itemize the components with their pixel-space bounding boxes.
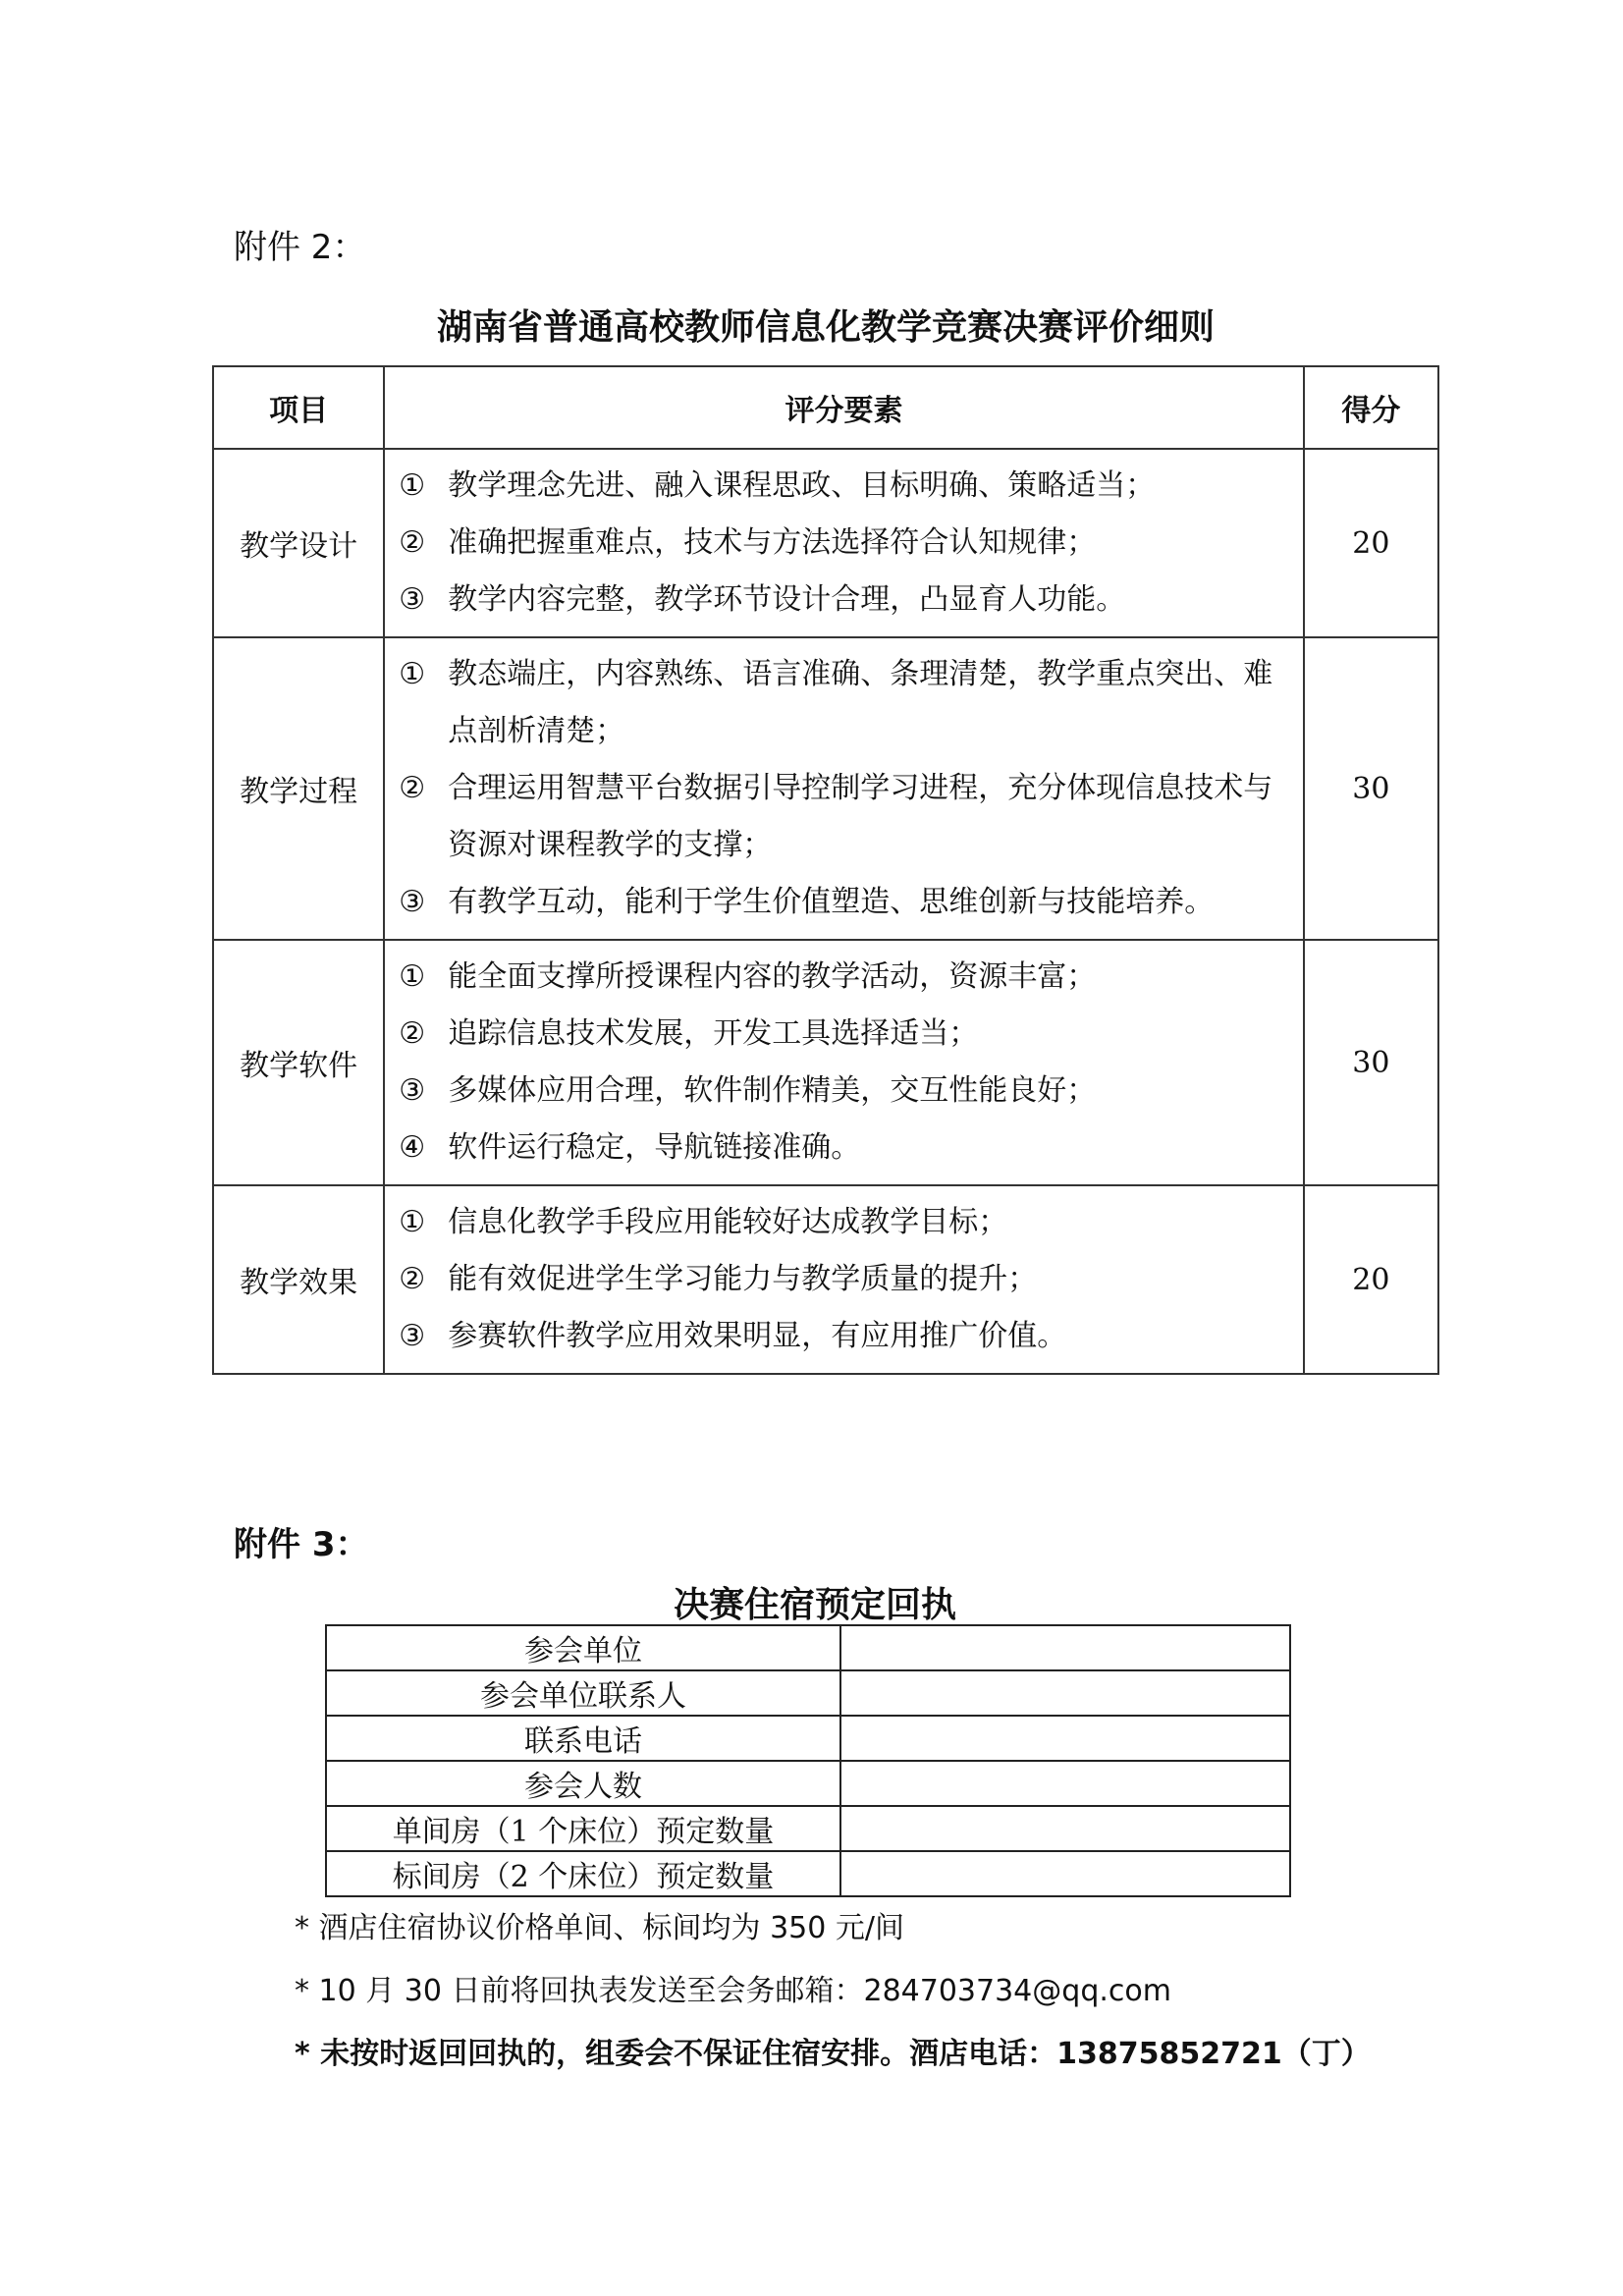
rubric-score: 30: [1304, 940, 1438, 1185]
field-value[interactable]: [840, 1716, 1290, 1761]
list-item-text: 多媒体应用合理，软件制作精美，交互性能良好；: [448, 1073, 1097, 1108]
rubric-header-row: [213, 366, 1438, 449]
field-label: 联系电话: [326, 1716, 840, 1761]
list-item: [399, 949, 1293, 1006]
rubric-elements: [384, 940, 1304, 1185]
rubric-item: 教学设计: [213, 449, 384, 637]
elements-list: [385, 941, 1303, 1184]
rubric-body: [213, 449, 1438, 1374]
header-item: 项目: [213, 366, 384, 449]
list-item: [399, 572, 1293, 629]
rubric-elements: [384, 637, 1304, 940]
rubric-table: [212, 365, 1439, 1375]
list-item-text: 追踪信息技术发展，开发工具选择适当；: [448, 1016, 979, 1051]
rubric-score: 30: [1304, 637, 1438, 940]
rubric-title: 湖南省普通高校教师信息化教学竞赛决赛评价细则: [436, 307, 1215, 348]
list-item: [399, 515, 1293, 572]
rubric-row: [213, 940, 1438, 1185]
list-item-number: ①: [399, 959, 426, 994]
list-item-text: 有教学互动，能利于学生价值塑造、思维创新与技能培养。: [448, 885, 1215, 919]
field-value[interactable]: [840, 1670, 1290, 1716]
annex-2-label: 附件 2：: [234, 228, 366, 267]
list-item-number: ②: [399, 771, 426, 805]
list-item-number: ③: [399, 885, 426, 919]
list-item-text: 合理运用智慧平台数据引导控制学习进程，充分体现信息技术与资源对课程教学的支撑；: [448, 771, 1273, 862]
list-item-text: 参赛软件教学应用效果明显，有应用推广价值。: [448, 1319, 1067, 1353]
table-row: [326, 1806, 1290, 1851]
rubric-elements: [384, 449, 1304, 637]
note-line: * 10 月 30 日前将回执表发送至会务邮箱：284703734@qq.com: [295, 1974, 1171, 2008]
list-item: [399, 1194, 1293, 1251]
hotel-form-title: 决赛住宿预定回执: [673, 1585, 956, 1625]
note-line: * 未按时返回回执的，组委会不保证住宿安排。酒店电话：13875852721（丁）: [295, 2037, 1371, 2071]
list-item: [399, 1251, 1293, 1308]
list-item: [399, 1006, 1293, 1063]
rubric-row: [213, 1185, 1438, 1374]
list-item-text: 软件运行稳定，导航链接准确。: [448, 1130, 861, 1165]
list-item-number: ①: [399, 657, 426, 691]
rubric-item: 教学软件: [213, 940, 384, 1185]
rubric-score: 20: [1304, 449, 1438, 637]
list-item-text: 能有效促进学生学习能力与教学质量的提升；: [448, 1262, 1038, 1296]
table-row: [326, 1761, 1290, 1806]
hotel-body: [326, 1625, 1290, 1896]
hotel-booking-table: [325, 1624, 1291, 1897]
field-value[interactable]: [840, 1761, 1290, 1806]
field-label: 单间房（1 个床位）预定数量: [326, 1806, 840, 1851]
list-item-text: 教学理念先进、融入课程思政、目标明确、策略适当；: [448, 468, 1156, 503]
field-value[interactable]: [840, 1806, 1290, 1851]
list-item: [399, 1120, 1293, 1176]
list-item-number: ②: [399, 525, 426, 560]
list-item: [399, 646, 1293, 760]
table-row: [326, 1625, 1290, 1670]
table-row: [326, 1716, 1290, 1761]
field-value[interactable]: [840, 1851, 1290, 1896]
rubric-item: 教学效果: [213, 1185, 384, 1374]
field-label: 标间房（2 个床位）预定数量: [326, 1851, 840, 1896]
notes: [295, 1905, 1371, 2094]
rubric-elements: [384, 1185, 1304, 1374]
header-elements: 评分要素: [384, 366, 1304, 449]
list-item-number: ①: [399, 468, 426, 503]
list-item-number: ②: [399, 1016, 426, 1051]
field-value[interactable]: [840, 1625, 1290, 1670]
list-item: [399, 458, 1293, 515]
elements-list: [385, 638, 1303, 939]
list-item: [399, 1308, 1293, 1365]
list-item-number: ③: [399, 582, 426, 617]
list-item: [399, 1063, 1293, 1120]
note-line: * 酒店住宿协议价格单间、标间均为 350 元/间: [295, 1911, 904, 1945]
field-label: 参会单位: [326, 1625, 840, 1670]
list-item-number: ①: [399, 1205, 426, 1239]
rubric-score: 20: [1304, 1185, 1438, 1374]
rubric-row: [213, 449, 1438, 637]
list-item-text: 能全面支撑所授课程内容的教学活动，资源丰富；: [448, 959, 1097, 994]
list-item-text: 教学内容完整，教学环节设计合理，凸显育人功能。: [448, 582, 1126, 617]
annex-3-label: 附件 3：: [234, 1525, 369, 1564]
list-item-number: ②: [399, 1262, 426, 1296]
table-row: [326, 1851, 1290, 1896]
table-row: [326, 1670, 1290, 1716]
field-label: 参会人数: [326, 1761, 840, 1806]
list-item-text: 信息化教学手段应用能较好达成教学目标；: [448, 1205, 1008, 1239]
list-item: [399, 760, 1293, 874]
list-item-number: ③: [399, 1073, 426, 1108]
field-label: 参会单位联系人: [326, 1670, 840, 1716]
elements-list: [385, 1186, 1303, 1373]
list-item-text: 教态端庄，内容熟练、语言准确、条理清楚，教学重点突出、难点剖析清楚；: [448, 657, 1273, 748]
header-score: 得分: [1304, 366, 1438, 449]
list-item: [399, 874, 1293, 931]
elements-list: [385, 450, 1303, 636]
rubric-item: 教学过程: [213, 637, 384, 940]
rubric-row: [213, 637, 1438, 940]
list-item-number: ④: [399, 1130, 426, 1165]
list-item-text: 准确把握重难点，技术与方法选择符合认知规律；: [448, 525, 1097, 560]
list-item-number: ③: [399, 1319, 426, 1353]
